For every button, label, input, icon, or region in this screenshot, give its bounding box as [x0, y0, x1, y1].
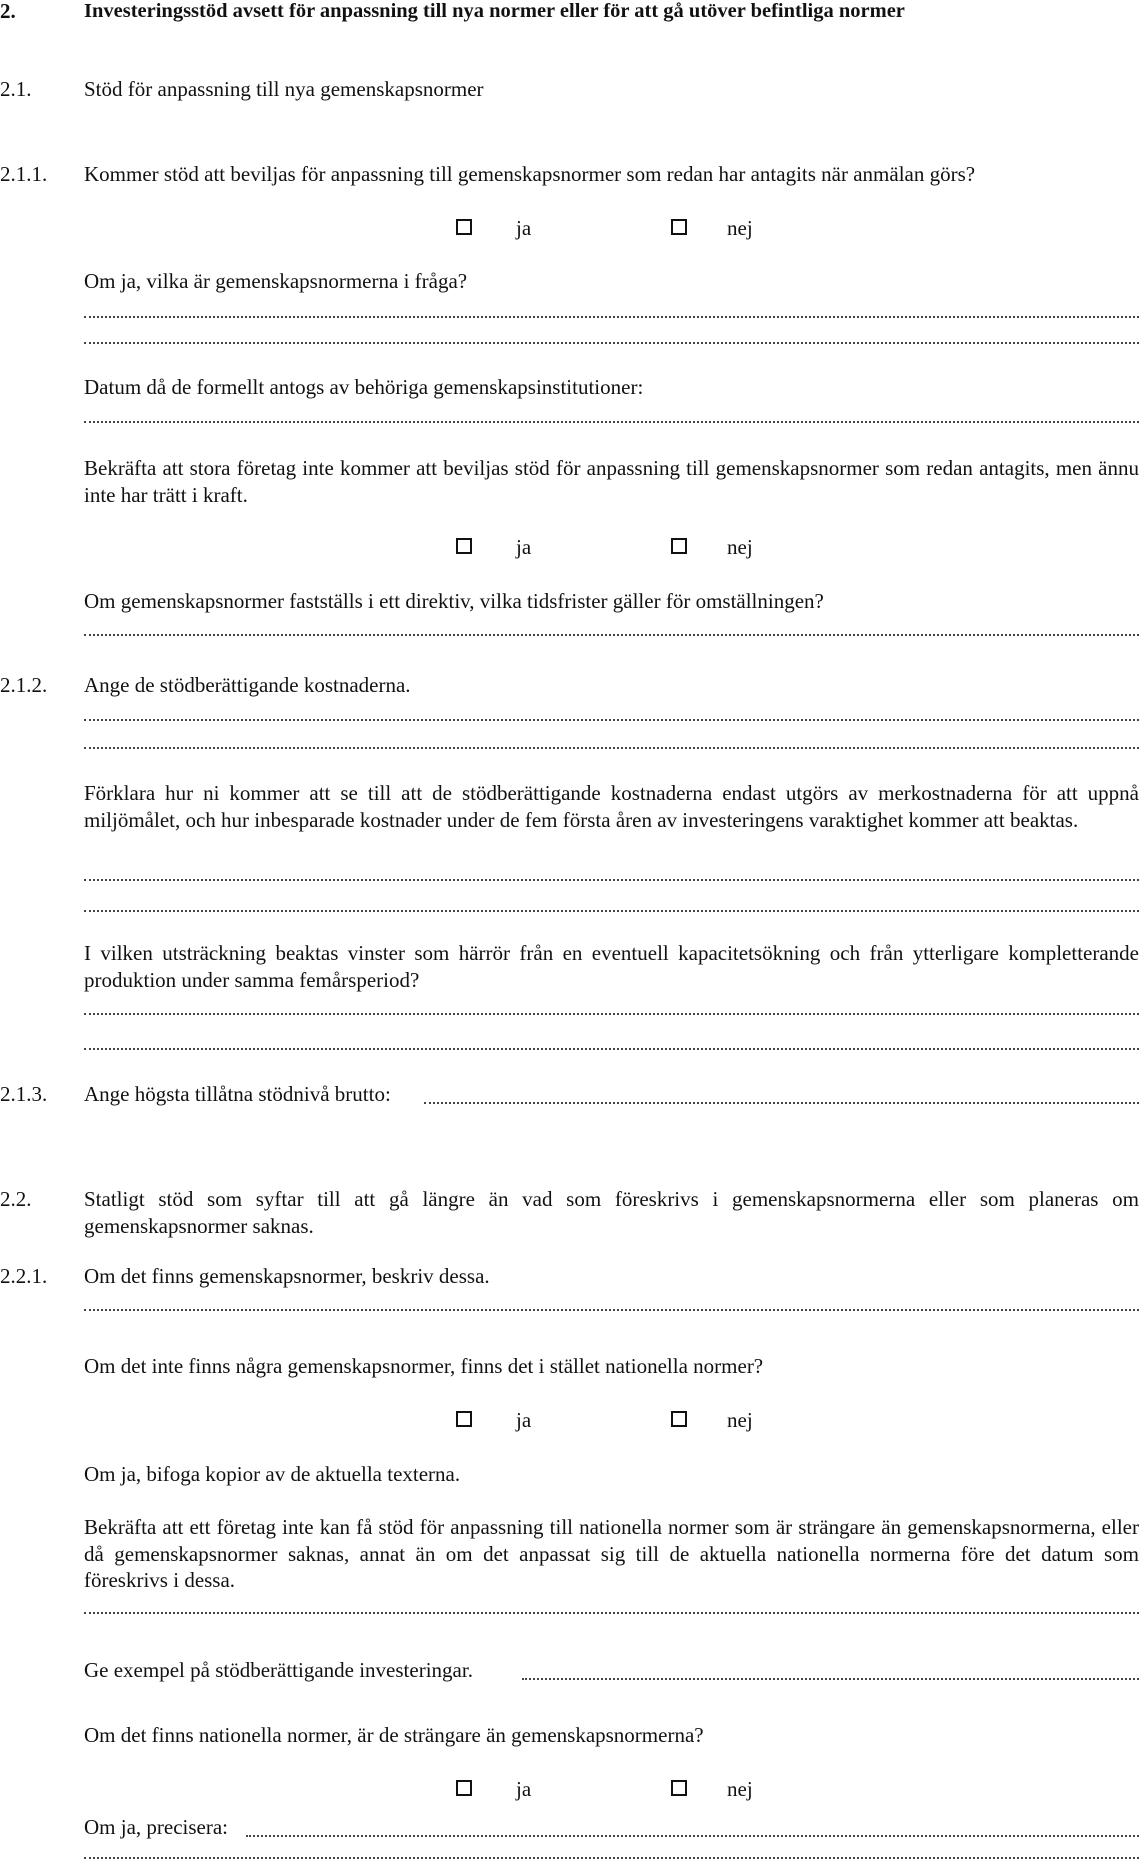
- question-national-standards: Om det inte finns några gemenskapsnormer, finns det i stället nationella normer?: [84, 1354, 764, 1378]
- checkbox-yes-label: ja: [516, 1777, 532, 1801]
- section-number-2-2: 2.2.: [0, 1187, 32, 1211]
- answer-line[interactable]: [84, 719, 1139, 721]
- answer-line[interactable]: [84, 1048, 1139, 1050]
- question-specify: Om ja, precisera:: [84, 1815, 229, 1839]
- question-confirm-large-enterprises: Bekräfta att stora företag inte kommer att beviljas stöd för anpassning till gemenskapsnormer som redan antagits, men ännu inte har trätt i kraft.: [84, 456, 1139, 507]
- answer-line-inline[interactable]: [522, 1678, 1139, 1680]
- checkbox-yes[interactable]: [456, 1780, 472, 1796]
- checkbox-yes-label: ja: [516, 535, 532, 559]
- answer-line[interactable]: [84, 421, 1139, 423]
- answer-line-inline[interactable]: [424, 1102, 1139, 1104]
- section-number-2-1: 2.1.: [0, 77, 32, 101]
- checkbox-yes[interactable]: [456, 1411, 472, 1427]
- section-number-2-1-3: 2.1.3.: [0, 1082, 48, 1106]
- question-capacity-gains: I vilken utsträckning beaktas vinster som härrör från en eventuell kapacitetsökning och från ytterligare kompletterande produktion under samma femårsperiod?: [84, 941, 1139, 992]
- question-explain-extra-costs: Förklara hur ni kommer att se till att de stödberättigande kostnaderna endast utgörs av merkostnaderna för att uppnå miljömålet, och hur inbesparade kostnader under de fem första åren av investeringens varaktighet kommer att beaktas.: [84, 781, 1139, 832]
- answer-line[interactable]: [84, 1857, 1139, 1859]
- answer-line[interactable]: [84, 316, 1139, 318]
- checkbox-no[interactable]: [671, 1411, 687, 1427]
- checkbox-yes-label: ja: [516, 216, 532, 240]
- answer-line[interactable]: [84, 342, 1139, 344]
- checkbox-yes-label: ja: [516, 1408, 532, 1432]
- section-number-2-2-1: 2.2.1.: [0, 1264, 48, 1288]
- question-which-standards: Om ja, vilka är gemenskapsnormerna i fråga?: [84, 269, 468, 293]
- checkbox-no[interactable]: [671, 219, 687, 235]
- question-adoption-date: Datum då de formellt antogs av behöriga gemenskapsinstitutioner:: [84, 375, 644, 399]
- question-2-1-1-adopted-standards: Kommer stöd att beviljas för anpassning till gemenskapsnormer som redan har antagits när anmälan görs?: [84, 162, 976, 186]
- checkbox-yes[interactable]: [456, 538, 472, 554]
- answer-line[interactable]: [84, 747, 1139, 749]
- answer-line[interactable]: [84, 634, 1139, 636]
- question-confirm-national-standards: Bekräfta att ett företag inte kan få stöd för anpassning till nationella normer som är strängare än gemenskapsnormerna, eller då gemenskapsnormer saknas, annat än om det anpassat sig till de aktuella nationella normerna före det datum som föreskrivs i dessa.: [84, 1515, 1139, 1592]
- checkbox-yes[interactable]: [456, 219, 472, 235]
- answer-line-inline[interactable]: [246, 1835, 1139, 1837]
- section-number-2: 2.: [0, 0, 16, 23]
- question-stricter-standards: Om det finns nationella normer, är de strängare än gemenskapsnormerna?: [84, 1723, 704, 1747]
- checkbox-no-label: nej: [727, 216, 753, 240]
- checkbox-no[interactable]: [671, 538, 687, 554]
- checkbox-no[interactable]: [671, 1780, 687, 1796]
- question-investment-examples: Ge exempel på stödberättigande investeringar.: [84, 1658, 473, 1682]
- section-number-2-1-2: 2.1.2.: [0, 673, 48, 697]
- checkbox-no-label: nej: [727, 1408, 753, 1432]
- answer-line[interactable]: [84, 1013, 1139, 1015]
- answer-line[interactable]: [84, 879, 1139, 881]
- question-eligible-costs: Ange de stödberättigande kostnaderna.: [84, 673, 411, 697]
- section-number-2-1-1: 2.1.1.: [0, 162, 48, 186]
- answer-line[interactable]: [84, 1612, 1139, 1614]
- question-max-aid-intensity: Ange högsta tillåtna stödnivå brutto:: [84, 1082, 391, 1106]
- instruction-attach-copies: Om ja, bifoga kopior av de aktuella texterna.: [84, 1462, 461, 1486]
- question-describe-standards: Om det finns gemenskapsnormer, beskriv dessa.: [84, 1264, 490, 1288]
- checkbox-no-label: nej: [727, 535, 753, 559]
- question-directive-deadlines: Om gemenskapsnormer fastställs i ett direktiv, vilka tidsfrister gäller för omställningen?: [84, 589, 824, 613]
- section-title-2-1: Stöd för anpassning till nya gemenskapsnormer: [84, 77, 484, 101]
- section-title-2: Investeringsstöd avsett för anpassning till nya normer eller för att gå utöver befintliga normer: [84, 0, 905, 22]
- answer-line[interactable]: [84, 1309, 1139, 1311]
- answer-line[interactable]: [84, 910, 1139, 912]
- section-title-2-2: Statligt stöd som syftar till att gå längre än vad som föreskrivs i gemenskapsnormerna eller som planeras om gemenskapsnormer saknas.: [84, 1187, 1139, 1238]
- checkbox-no-label: nej: [727, 1777, 753, 1801]
